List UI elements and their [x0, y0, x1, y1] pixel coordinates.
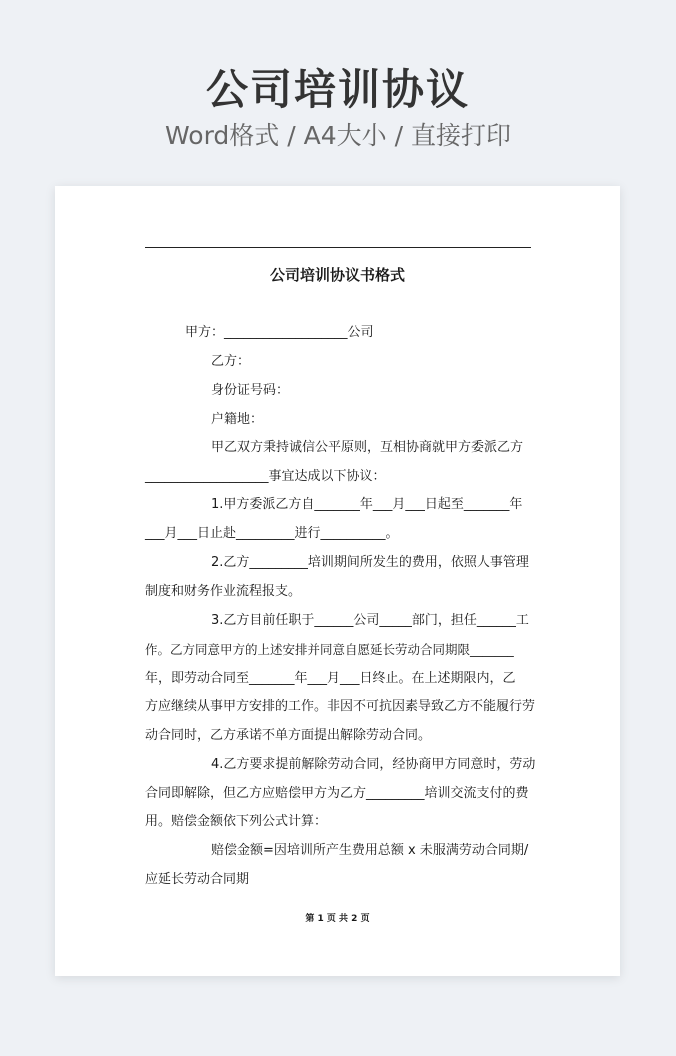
header-rule: [145, 247, 531, 248]
paragraph-line: 年，即劳动合同至_______年___月___日终止。在上述期限内，乙: [145, 671, 516, 686]
paragraph-line: ___________________事宜达成以下协议：: [145, 469, 386, 484]
paragraph-line: 3.乙方目前任职于______公司_____部门，担任______工: [211, 613, 529, 628]
paragraph-line: 动合同时，乙方承诺不单方面提出解除劳动合同。: [145, 728, 432, 743]
document-title: 公司培训协议书格式: [269, 266, 405, 284]
party-b-line: 乙方：: [211, 354, 251, 369]
paragraph-line: 作。乙方同意甲方的上述安排并同意自愿延长劳动合同期限_______: [145, 642, 514, 657]
paragraph-line: 制度和财务作业流程报支。: [145, 584, 302, 599]
banner-subtitle: Word格式 / A4大小 / 直接打印: [165, 121, 511, 150]
page-number: 第 1 页 共 2 页: [305, 914, 370, 924]
paragraph-line: 1.甲方委派乙方自_______年___月___日起至_______年: [211, 497, 523, 512]
paragraph-line: 方应继续从事甲方安排的工作。非因不可抗因素导致乙方不能履行劳: [145, 699, 536, 714]
document-page: [55, 186, 620, 976]
formula-line: 赔偿金额=因培训所产生费用总额 x 未服满劳动合同期/: [211, 843, 529, 858]
formula-line: 应延长劳动合同期: [145, 872, 250, 887]
id-number-line: 身份证号码：: [211, 383, 290, 398]
paragraph-line: ___月___日止赴_________进行__________。: [145, 526, 399, 541]
paragraph-line: 合同即解除，但乙方应赔偿甲方为乙方_________培训交流支付的费: [145, 786, 529, 801]
paragraph-line: 用。赔偿金额依下列公式计算：: [145, 814, 328, 829]
paragraph-line: 2.乙方_________培训期间所发生的费用，依照人事管理: [211, 555, 529, 570]
paragraph-line: 4.乙方要求提前解除劳动合同，经协商甲方同意时，劳动: [211, 757, 536, 772]
banner-title: 公司培训协议: [205, 65, 470, 114]
party-a-line: 甲方：___________________公司: [185, 325, 374, 340]
household-line: 户籍地：: [211, 412, 264, 427]
paragraph-line: 甲乙双方秉持诚信公平原则，互相协商就甲方委派乙方: [211, 440, 524, 455]
